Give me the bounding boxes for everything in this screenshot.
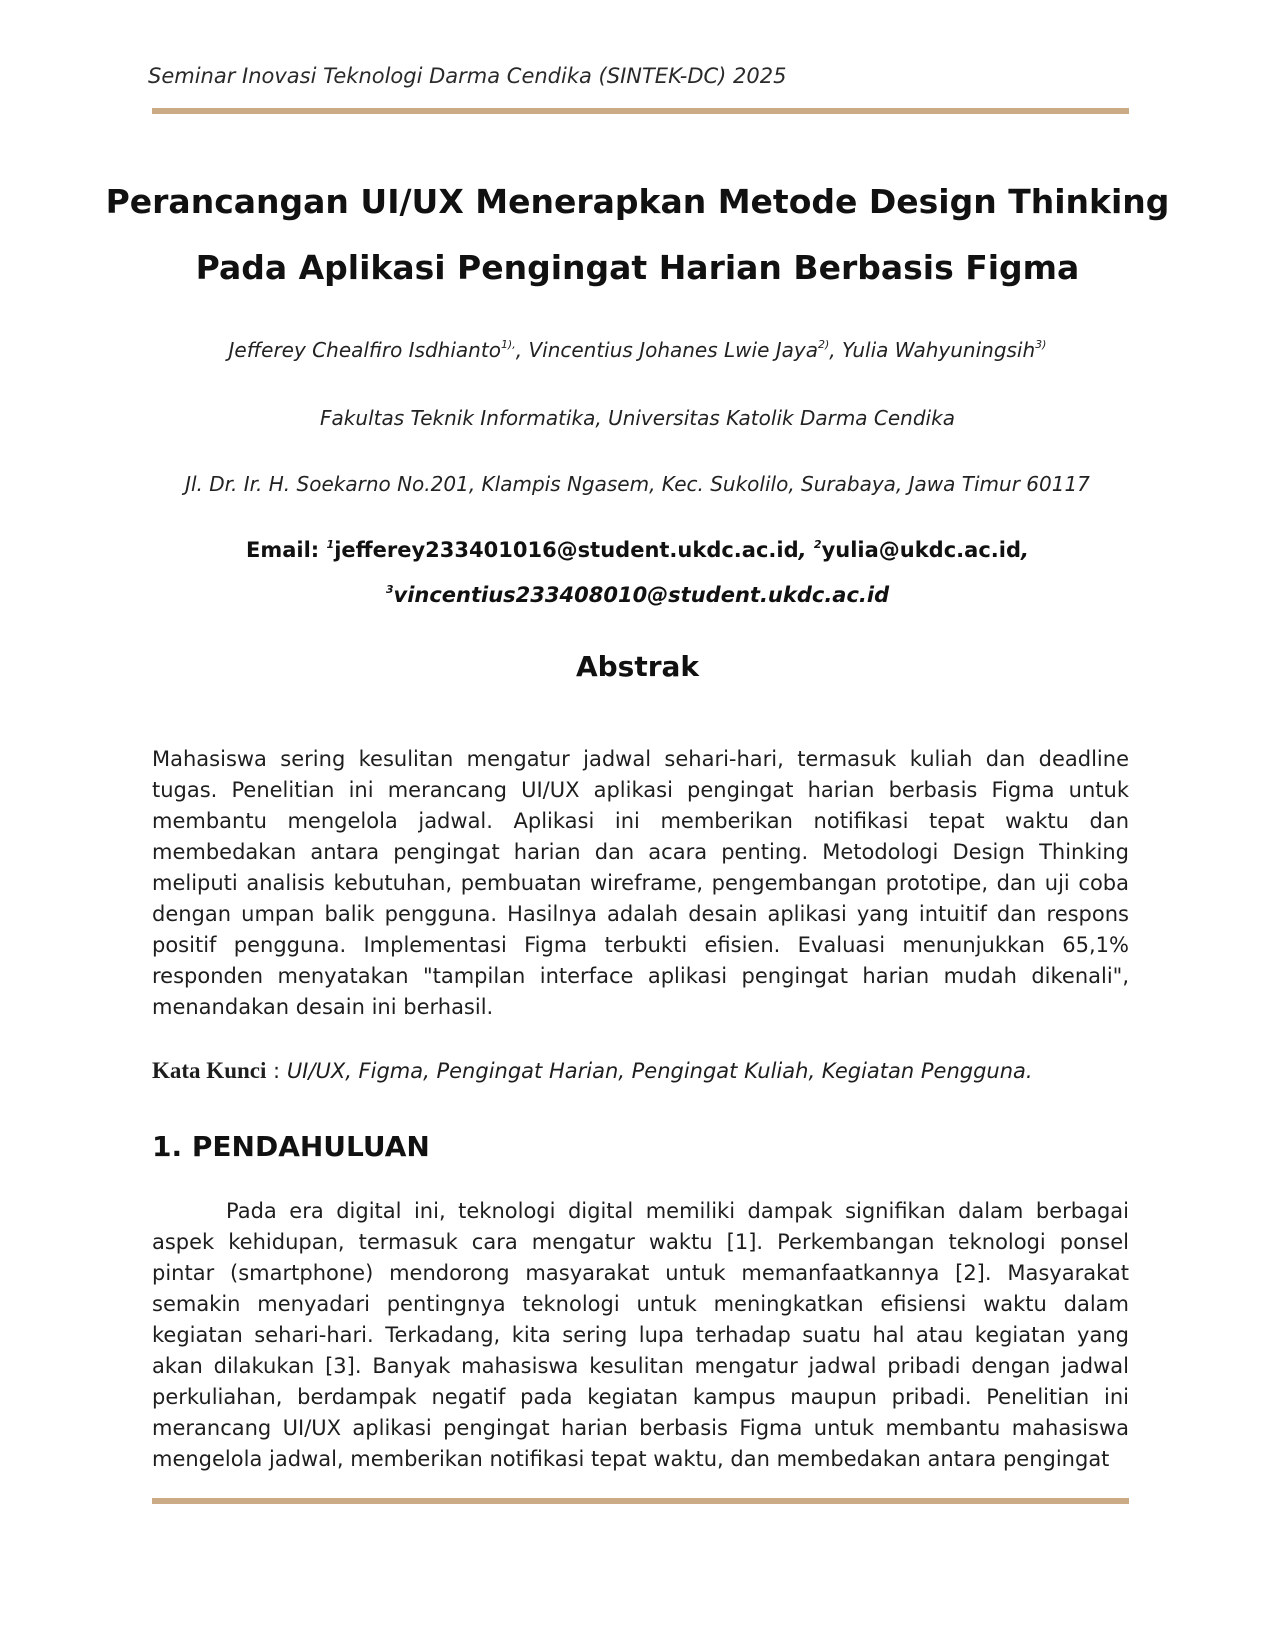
author-name: , Vincentius Johanes Lwie Jaya: [515, 338, 818, 362]
author-list: [0, 338, 1275, 362]
section-heading: 1. PENDAHULUAN: [152, 1130, 430, 1163]
email-separator: ,: [798, 538, 814, 562]
email-mark: 2: [813, 538, 822, 551]
keywords-line: [152, 1058, 1033, 1084]
author-affiliation-mark: 1),: [500, 338, 516, 351]
affiliation: Fakultas Teknik Informatika, Universitas Katolik Darma Cendika: [320, 406, 955, 430]
email-address: yulia@ukdc.ac.id: [821, 538, 1021, 562]
keywords-label: Kata Kunci: [152, 1058, 267, 1083]
email-address: vincentius233408010@student.ukdc.ac.id: [393, 583, 890, 607]
author-name: , Yulia Wahyuningsih: [829, 338, 1036, 362]
email-line-2: [0, 583, 1275, 607]
paper-title-line-1: Perancangan UI/UX Menerapkan Metode Design Thinking: [105, 182, 1170, 221]
email-address: jefferey233401016@student.ukdc.ac.id: [334, 538, 799, 562]
address: Jl. Dr. Ir. H. Soekarno No.201, Klampis Ngasem, Kec. Sukolilo, Surabaya, Jawa Timur 60117: [185, 472, 1090, 496]
abstract-heading: Abstrak: [575, 650, 700, 683]
author-name: Jefferey Chealfiro Isdhianto: [228, 338, 501, 362]
abstract-text: Mahasiswa sering kesulitan mengatur jadwal sehari-hari, termasuk kuliah dan deadline tugas. Penelitian ini merancang UI/UX aplikasi pengingat harian berbasis Figma untuk membantu mengelola jadwal. Aplikasi ini memberikan notifikasi tepat waktu dan membedakan antara pengingat harian dan acara penting. Metodologi Design Thinking meliputi analisis kebutuhan, pembuatan wireframe, pengembangan prototipe, dan uji coba dengan umpan balik pengguna. Hasilnya adalah desain aplikasi yang intuitif dan respons positif pengguna. Implementasi Figma terbukti efisien. Evaluasi menunjukkan 65,1% responden menyatakan "tampilan interface aplikasi pengingat harian mudah dikenali", menandakan desain ini berhasil.: [152, 747, 1129, 1019]
keywords-text: UI/UX, Figma, Pengingat Harian, Pengingat Kuliah, Kegiatan Pengguna.: [286, 1059, 1033, 1083]
email-separator: ,: [1020, 538, 1029, 562]
paper-title-line-2: Pada Aplikasi Pengingat Harian Berbasis Figma: [195, 248, 1080, 287]
email-label: Email:: [246, 538, 327, 562]
email-mark: 3: [385, 583, 394, 596]
keywords-separator: :: [266, 1059, 287, 1083]
author-affiliation-mark: 3): [1035, 338, 1047, 351]
footer-divider: [152, 1498, 1129, 1504]
running-header: Seminar Inovasi Teknologi Darma Cendika (SINTEK-DC) 2025: [148, 64, 787, 88]
email-mark: 1: [326, 538, 335, 551]
section-body-text: Pada era digital ini, teknologi digital memiliki dampak signifikan dalam berbagai aspek kehidupan, termasuk cara mengatur waktu [1]. Perkembangan teknologi ponsel pintar (smartphone) mendorong masyarakat untuk memanfaatkannya [2]. Masyarakat semakin menyadari pentingnya teknologi untuk meningkatkan efisiensi waktu dalam kegiatan sehari-hari. Terkadang, kita sering lupa terhadap suatu hal atau kegiatan yang akan dilakukan [3]. Banyak mahasiswa kesulitan mengatur jadwal pribadi dengan jadwal perkuliahan, berdampak negatif pada kegiatan kampus maupun pribadi. Penelitian ini merancang UI/UX aplikasi pengingat harian berbasis Figma untuk membantu mahasiswa mengelola jadwal, memberikan notifikasi tepat waktu, dan membedakan antara pengingat: [152, 1199, 1129, 1471]
header-divider: [152, 108, 1129, 114]
email-line-1: [0, 538, 1275, 562]
author-affiliation-mark: 2): [817, 338, 830, 351]
